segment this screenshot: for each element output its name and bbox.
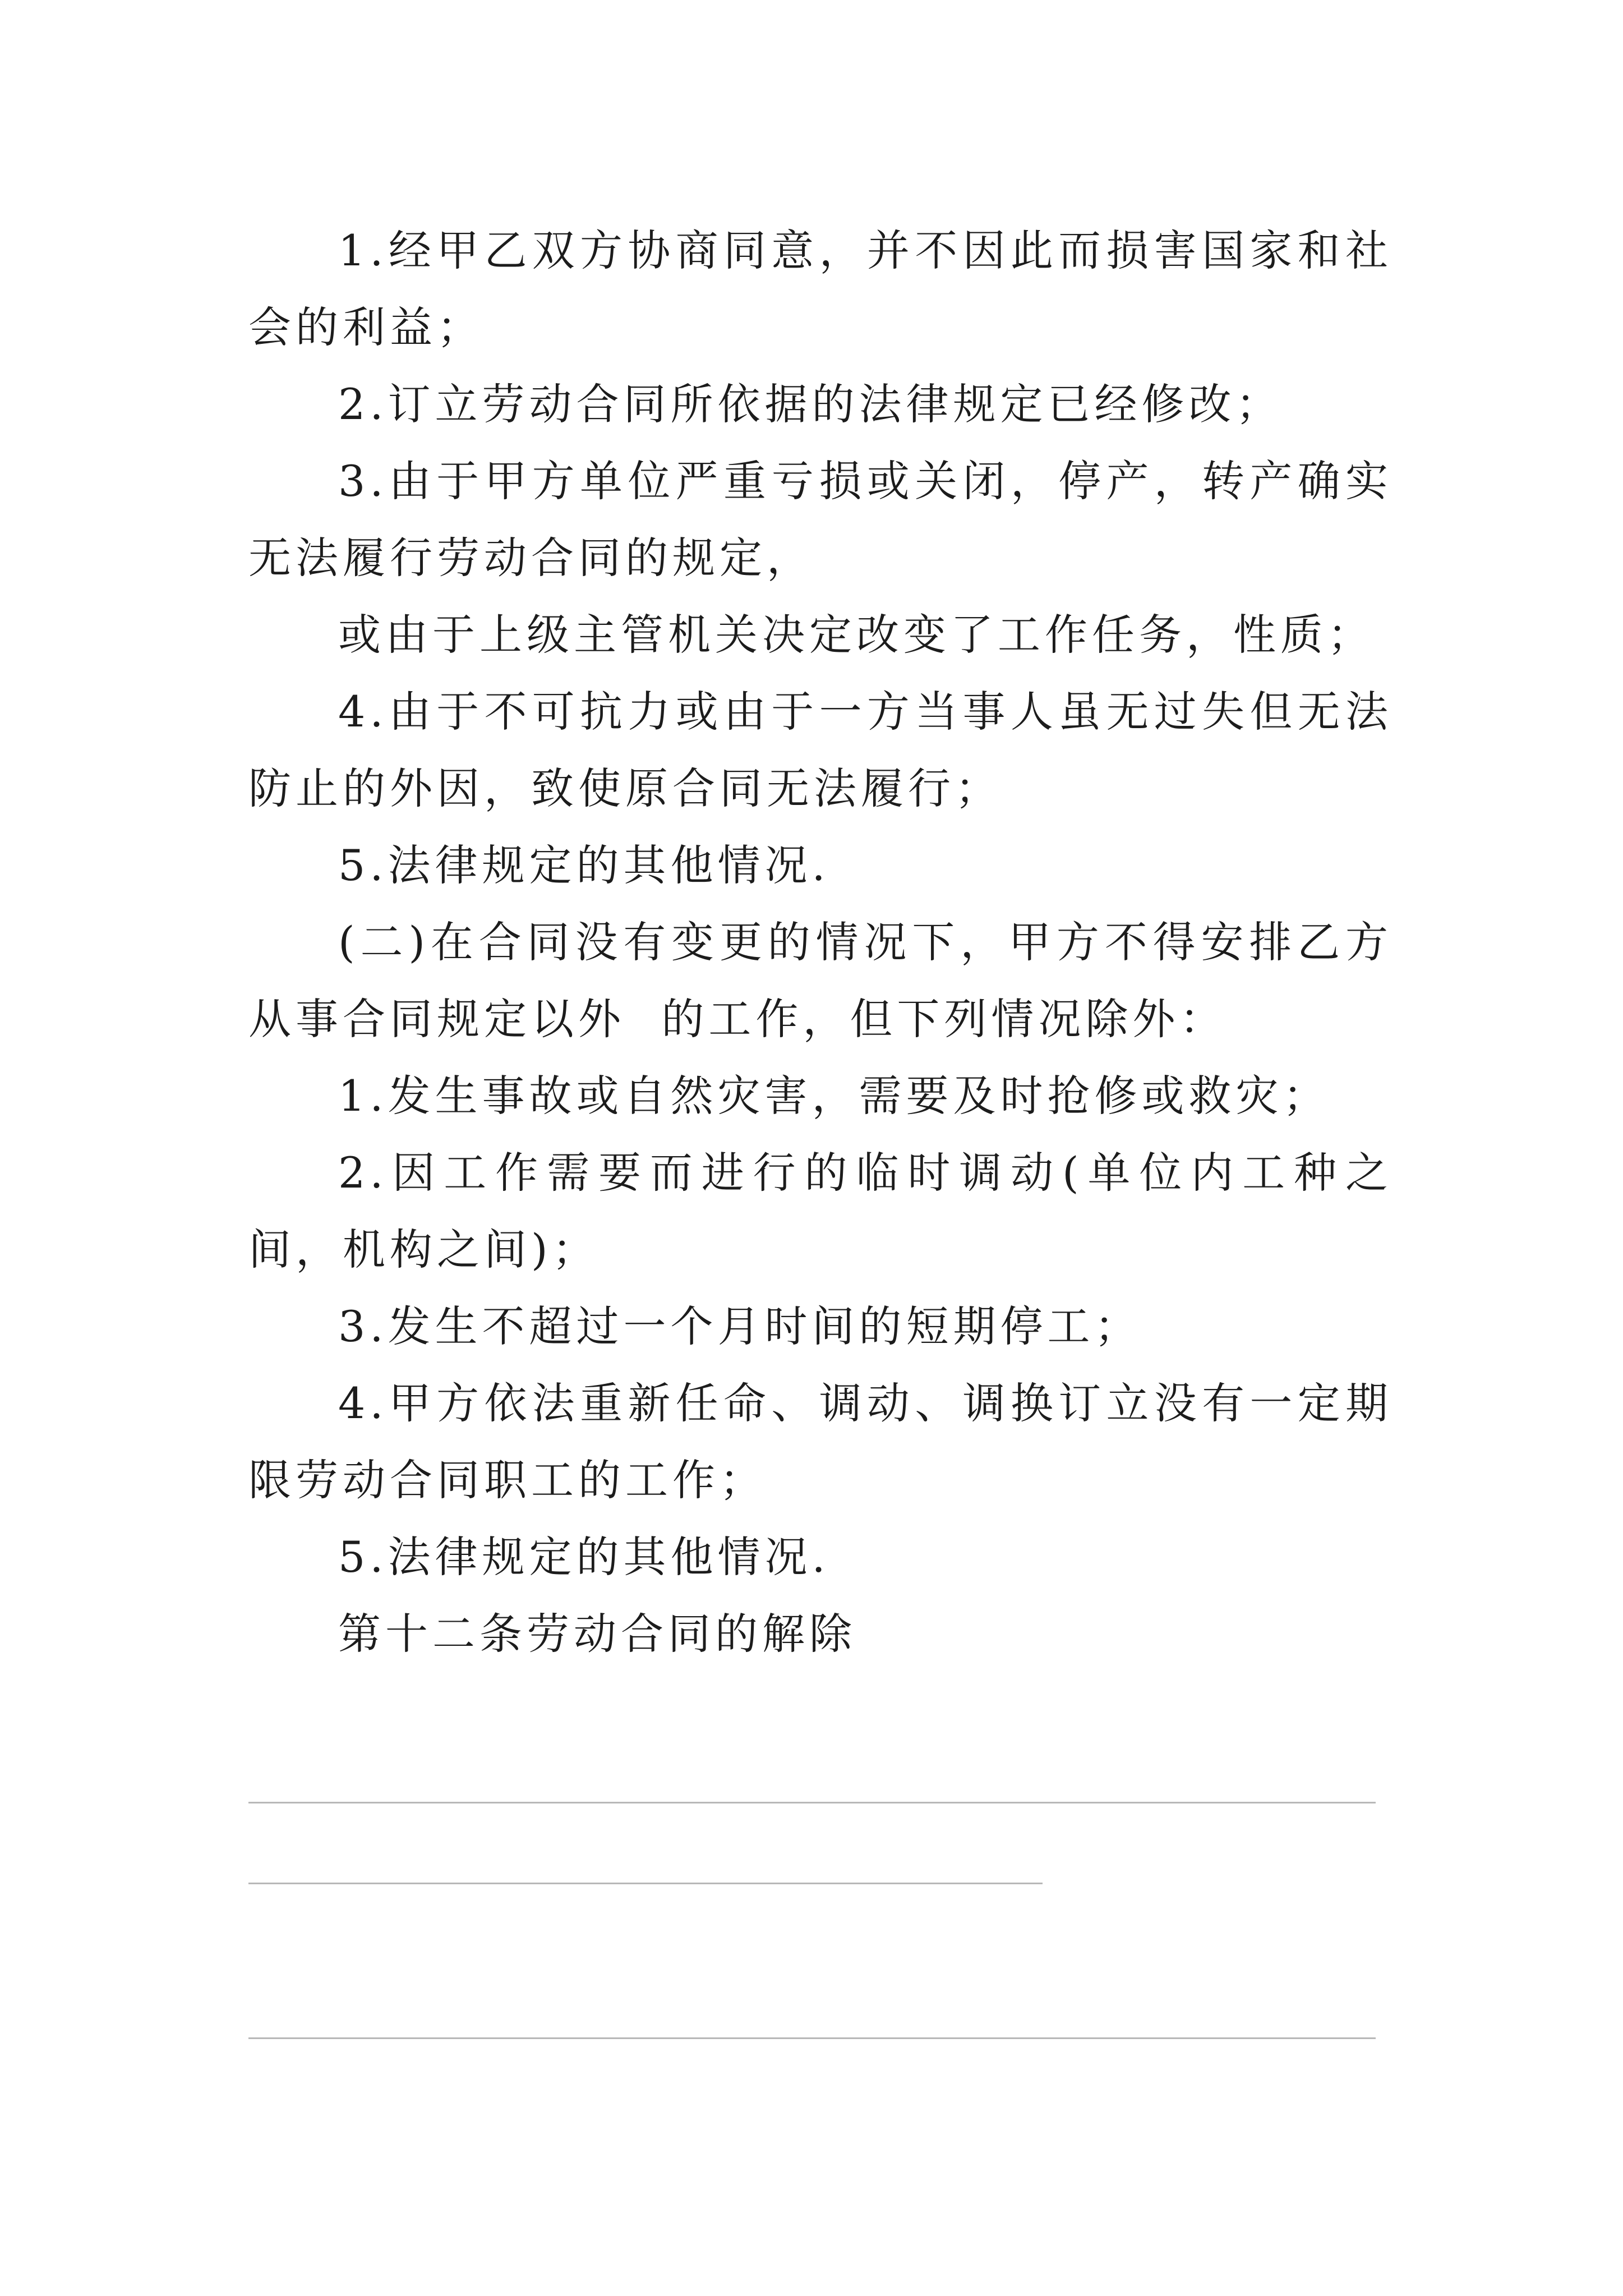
paragraph-12: 5.法律规定的其他情况. xyxy=(338,1532,830,1582)
paragraph-2: 2.订立劳动合同所依据的法律规定已经修改； xyxy=(338,379,1283,429)
paragraph-9: 2.因工作需要而进行的临时调动(单位内工种之间，机构之间)； xyxy=(248,1148,1393,1274)
paragraph-7: (二)在合同没有变更的情况下，甲方不得安排乙方从事合同规定以外 的工作，但下列情况除外： xyxy=(248,917,1393,1044)
divider-line xyxy=(248,1883,1043,1884)
paragraph-10: 3.发生不超过一个月时间的短期停工； xyxy=(338,1301,1142,1351)
paragraph-3: 3.由于甲方单位严重亏损或关闭，停产，转产确实无法履行劳动合同的规定， xyxy=(248,456,1393,583)
paragraph-11: 4.甲方依法重新任命、调动、调换订立没有一定期限劳动合同职工的工作； xyxy=(248,1378,1393,1505)
paragraph-4: 或由于上级主管机关决定改变了工作任务，性质； xyxy=(338,610,1375,660)
divider-line xyxy=(248,2037,1376,2039)
paragraph-1: 1.经甲乙双方协商同意，并不因此而损害国家和社会的利益； xyxy=(248,226,1393,352)
document-body xyxy=(248,212,1393,1672)
section-heading: 第十二条劳动合同的解除 xyxy=(338,1609,856,1659)
divider-line xyxy=(248,1802,1376,1803)
paragraph-8: 1.发生事故或自然灾害，需要及时抢修或救灾； xyxy=(338,1071,1330,1121)
paragraph-5: 4.由于不可抗力或由于一方当事人虽无过失但无法防止的外因，致使原合同无法履行； xyxy=(248,687,1393,813)
paragraph-6: 5.法律规定的其他情况. xyxy=(338,840,830,890)
